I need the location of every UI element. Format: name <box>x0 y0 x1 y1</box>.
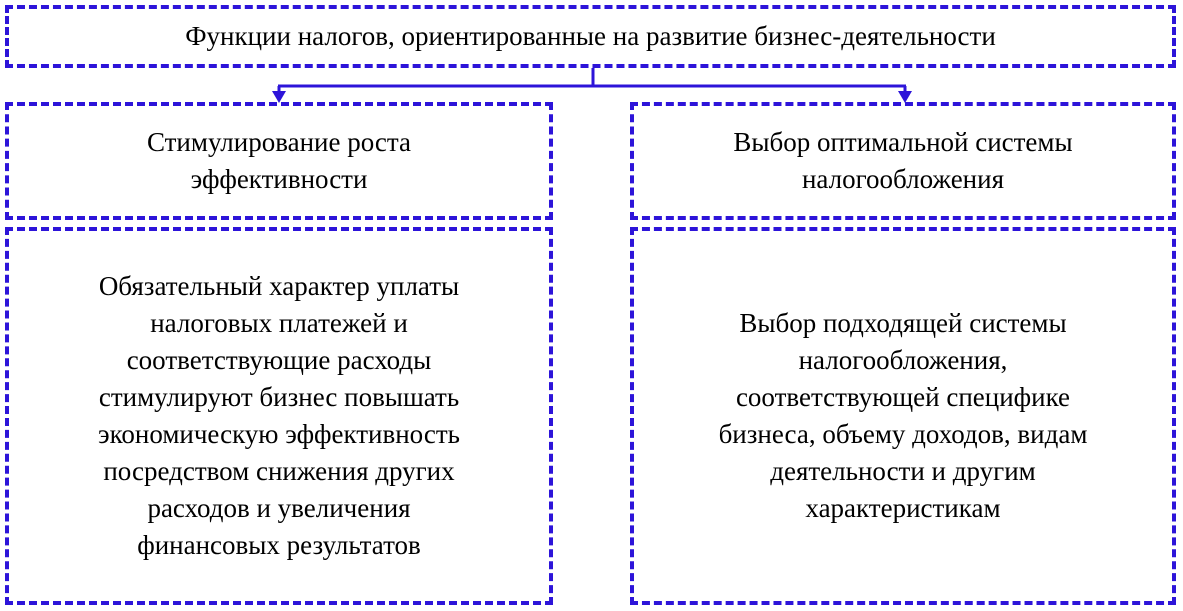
right-description-box <box>630 227 1176 605</box>
right-description: Выбор подходящей системы налогообложения, соответствующей специфике бизнеса, объему доходов, видам деятельности и другим характеристикам <box>718 308 1088 523</box>
left-description-box <box>5 227 553 605</box>
root-box <box>5 5 1176 68</box>
right-heading: Выбор оптимальной системы налогообложения <box>733 127 1073 194</box>
root-title: Функции налогов, ориентированные на развитие бизнес-деятельности <box>185 21 996 51</box>
left-heading: Стимулирование роста эффективности <box>146 127 411 194</box>
right-heading-box <box>630 102 1176 220</box>
left-heading-box <box>5 102 553 220</box>
left-description: Обязательный характер уплаты налоговых платежей и соответствующие расходы стимулируют бизнес повышать экономическую эффективность посредством снижения других расходов и увеличения финансовых результатов <box>98 271 460 560</box>
